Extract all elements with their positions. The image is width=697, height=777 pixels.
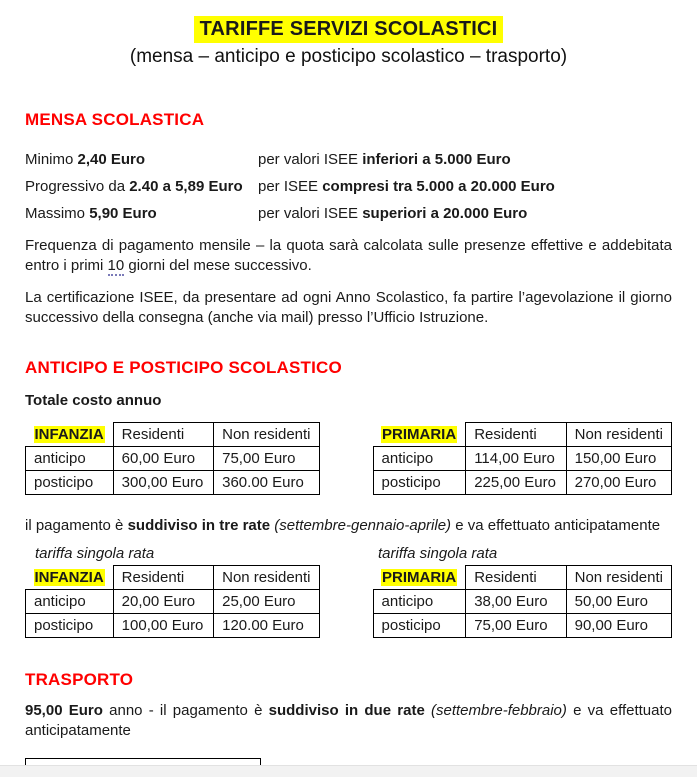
fee-desc-range: compresi tra 5.000 a 20.000 Euro [322,178,555,195]
column-header-residenti: Residenti [113,423,213,447]
category-label-infanzia: INFANZIA [34,568,104,586]
column-header-residenti: Residenti [113,566,213,590]
note-days-underlined: 10 [107,257,125,274]
cell-value: 114,00 Euro [466,447,566,471]
column-header-non-residenti: Non residenti [566,423,671,447]
table-row [26,471,320,495]
note-italic-text: (settembre-gennaio-aprile) [270,517,452,534]
table-row [373,614,671,638]
single-rate-labels-row [25,545,672,562]
single-rate-label-right: tariffa singola rata [378,545,498,562]
cell-value: 25,00 Euro [214,590,319,614]
cell-value: 60,00 Euro [113,447,213,471]
category-cell [26,566,114,590]
cell-value: 360.00 Euro [214,471,319,495]
cell-value: 38,00 Euro [466,590,566,614]
note-payment-installments [25,516,672,536]
category-label-primaria: PRIMARIA [382,425,457,443]
annual-tables-row [25,422,672,495]
cell-value: 270,00 Euro [566,471,671,495]
fee-row-progressivo [25,173,672,200]
row-label: posticipo [26,471,114,495]
fee-desc-range: inferiori a 5.000 Euro [362,151,511,168]
table-row [373,447,671,471]
page-subtitle: (mensa – anticipo e posticipo scolastico – trasporto) [129,46,568,67]
window-bottom-bar [0,765,697,777]
cell-value: 120.00 Euro [214,614,319,638]
single-rate-label-left: tariffa singola rata [35,545,155,562]
column-header-non-residenti: Non residenti [566,566,671,590]
fee-label-amount: 2.40 a 5,89 Euro [129,178,243,195]
row-label: anticipo [373,590,466,614]
note-payment-frequency [25,236,672,276]
fee-table-annual-primaria [373,422,672,495]
fee-label-text: Progressivo da [25,178,130,195]
fee-label-amount: 2,40 Euro [77,151,146,168]
column-header-non-residenti: Non residenti [214,423,319,447]
single-rate-tables-row [25,565,672,638]
row-label: posticipo [373,614,466,638]
row-label: posticipo [26,614,114,638]
note-bold-text: suddiviso in tre rate [127,517,271,534]
fee-table-single-primaria [373,565,672,638]
note-text: anno - il pagamento è [102,702,269,719]
row-label: anticipo [26,447,114,471]
cell-value: 100,00 Euro [113,614,213,638]
category-cell [26,423,114,447]
category-label-infanzia: INFANZIA [34,425,104,443]
note-text: Frequenza di pagamento mensile – la quota sarà calcolata sulle presenze effettive e addebitata entro i primi [25,237,672,274]
fee-desc-range: superiori a 20.000 Euro [362,205,528,222]
table-row [373,471,671,495]
cell-value: 50,00 Euro [566,590,671,614]
row-label: posticipo [373,471,466,495]
table-row [373,590,671,614]
fee-table-annual-infanzia [25,422,320,495]
fee-label [25,205,258,222]
table-row [26,447,320,471]
column-header-residenti: Residenti [466,566,566,590]
table-row [26,590,320,614]
subheading-totale-costo-annuo: Totale costo annuo [25,392,162,409]
cell-value: 225,00 Euro [466,471,566,495]
table-header-row [373,566,671,590]
table-header-row [26,423,320,447]
section-heading-anticipo: ANTICIPO E POSTICIPO SCOLASTICO [25,358,342,377]
fee-label [25,151,258,168]
fee-table-single-infanzia [25,565,320,638]
fee-label-text: Minimo [25,151,78,168]
cell-value: 90,00 Euro [566,614,671,638]
fee-desc [258,178,555,195]
transport-price: 95,00 Euro [25,702,103,719]
fee-row-massimo [25,200,672,227]
fee-desc-text: per valori ISEE [258,205,363,222]
row-label: anticipo [373,447,466,471]
table-header-row [26,566,320,590]
table-header-row [373,423,671,447]
cell-value: 300,00 Euro [113,471,213,495]
fee-desc-text: per ISEE [258,178,323,195]
fee-label-text: Massimo [25,205,90,222]
note-text: il pagamento è [25,517,128,534]
note-transport-payment [25,701,672,741]
note-isee-certification: La certificazione ISEE, da presentare ad ogni Anno Scolastico, fa partire l’agevolazione il giorno successivo della consegna (anche via mail) presso l’Ufficio Istruzione. [25,289,672,326]
page-title: TARIFFE SERVIZI SCOLASTICI [194,16,504,43]
category-cell [373,423,466,447]
column-header-non-residenti: Non residenti [214,566,319,590]
fee-desc [258,151,511,168]
category-label-primaria: PRIMARIA [382,568,457,586]
note-bold-text: suddiviso in due rate [268,702,425,719]
cell-value: 75,00 Euro [466,614,566,638]
cell-value: 75,00 Euro [214,447,319,471]
section-heading-mensa: MENSA SCOLASTICA [25,110,205,129]
column-header-residenti: Residenti [466,423,566,447]
mensa-fee-list [25,146,672,227]
category-cell [373,566,466,590]
note-italic-text: (settembre-febbraio) [424,702,567,719]
table-row [26,614,320,638]
note-text: e va effettuato anticipatamente [451,517,661,534]
cell-value: 150,00 Euro [566,447,671,471]
fee-row-minimo [25,146,672,173]
section-heading-trasporto: TRASPORTO [25,670,134,689]
row-label: anticipo [26,590,114,614]
cell-value: 20,00 Euro [113,590,213,614]
note-text: giorni del mese successivo. [124,257,312,274]
note-text: e va effettuato anticipatamente [25,702,673,739]
document-header [0,0,697,68]
fee-desc-text: per valori ISEE [258,151,363,168]
fee-label [25,178,258,195]
fee-desc [258,205,527,222]
fee-label-amount: 5,90 Euro [89,205,157,222]
